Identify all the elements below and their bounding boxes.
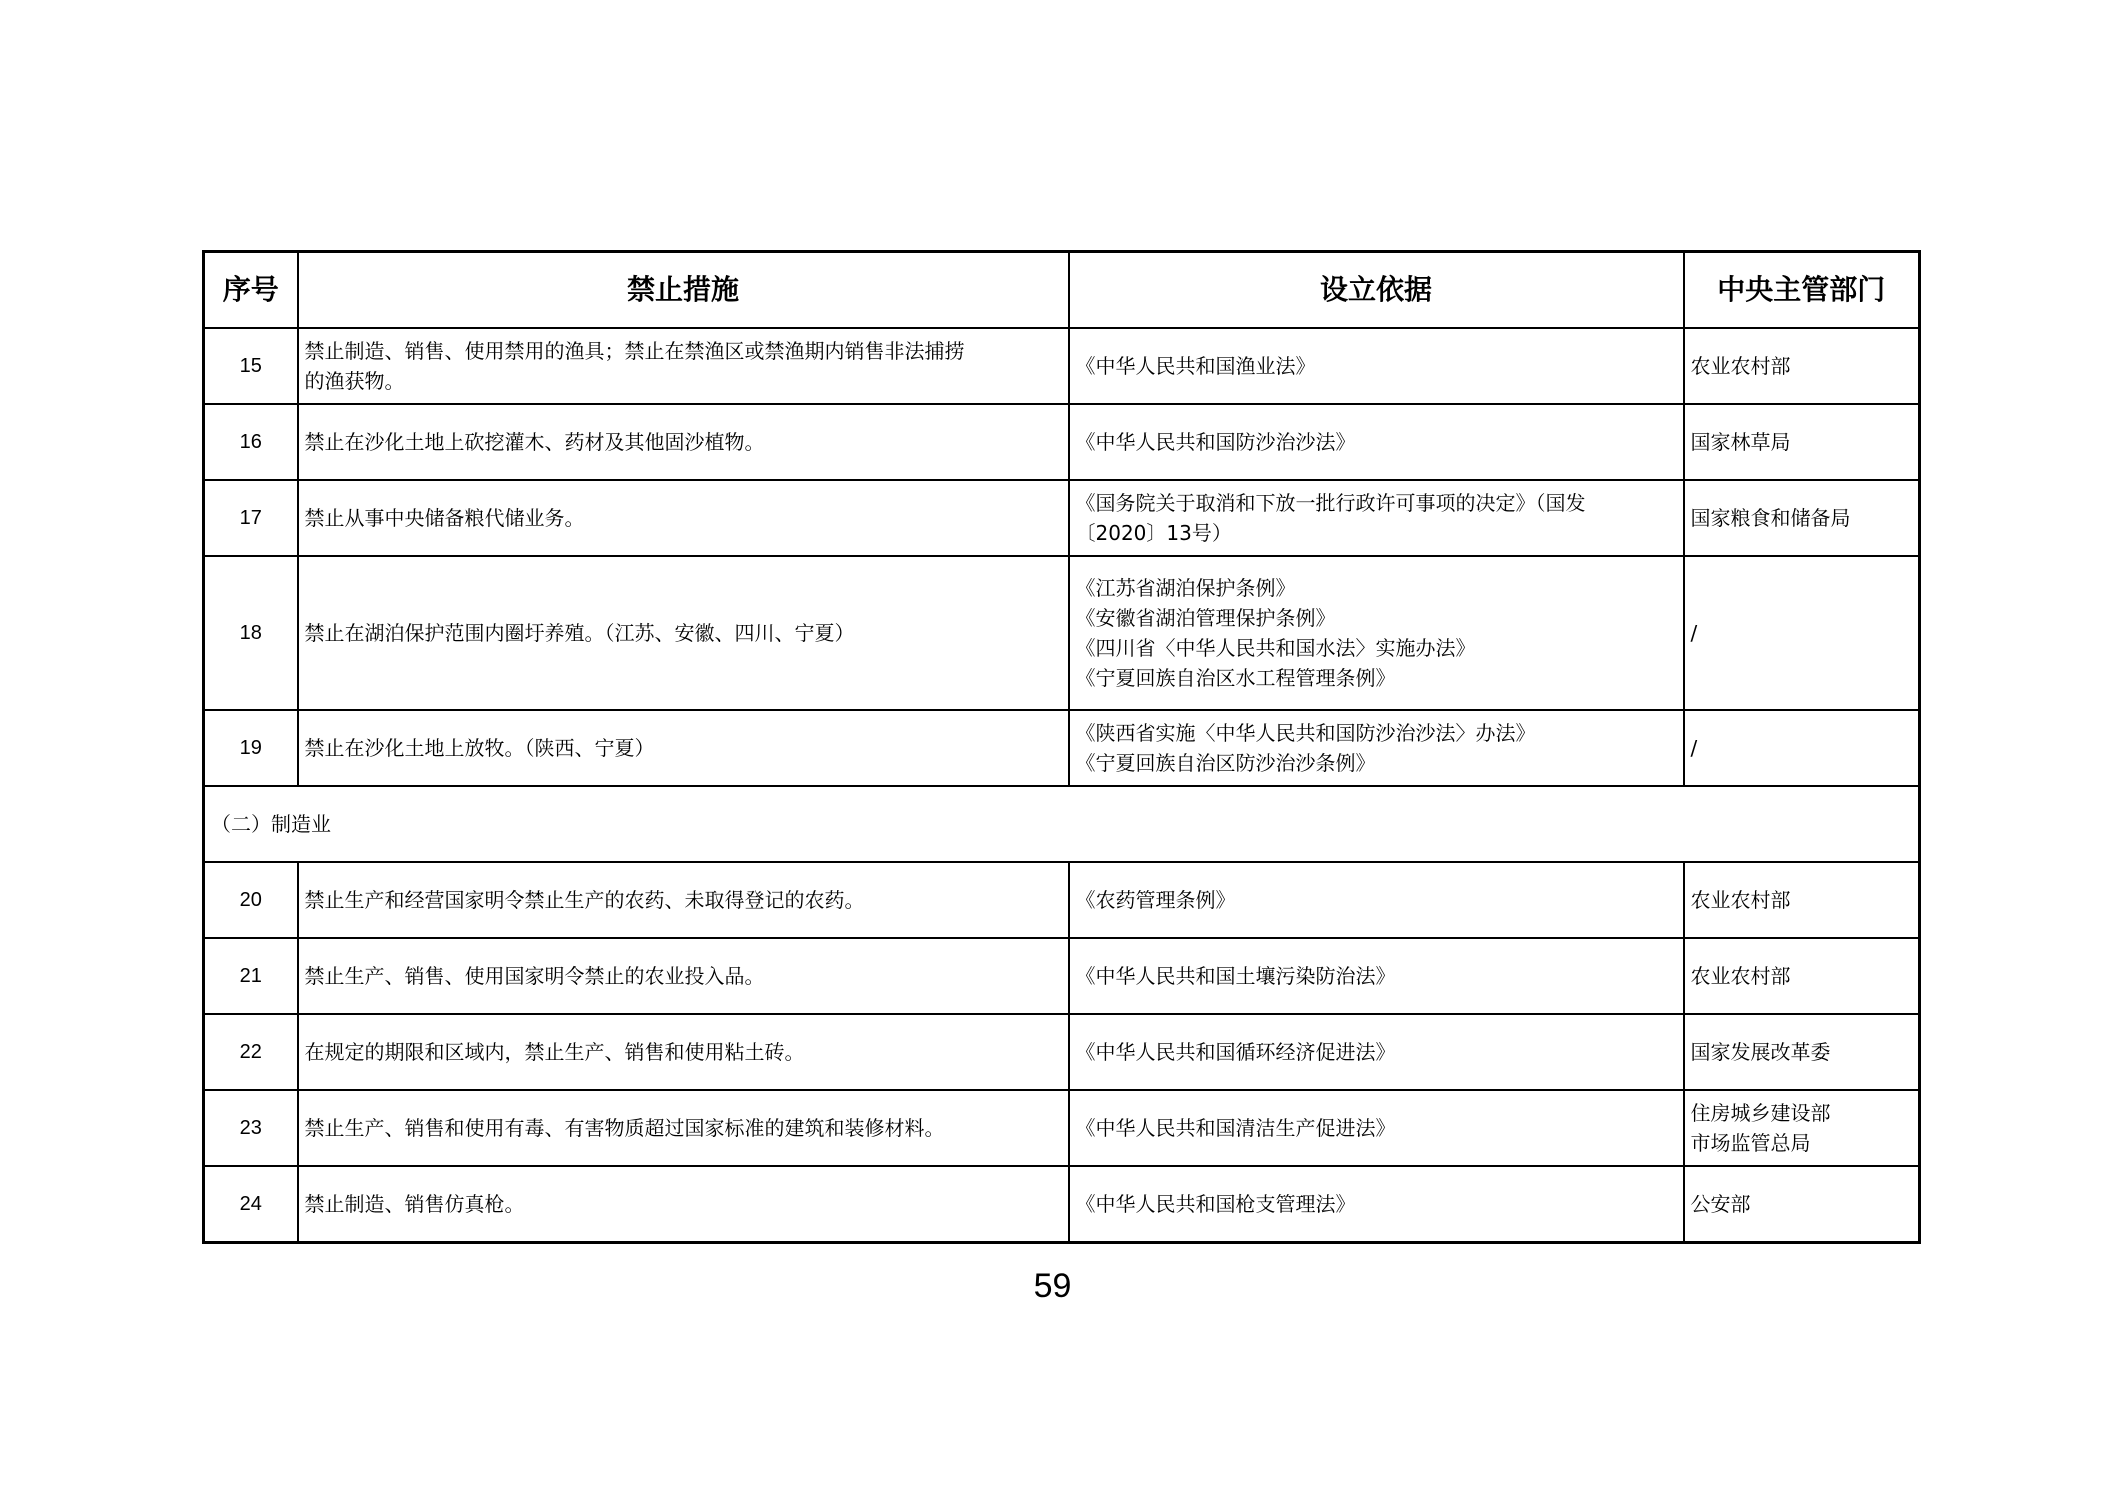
row-dept-line: 农业农村部 (1690, 354, 1791, 378)
row-measure (298, 938, 1069, 1014)
table-body-b (204, 862, 1920, 1243)
table-row (204, 1166, 1920, 1243)
row-measure (298, 328, 1069, 404)
header-measure: 禁止措施 (298, 252, 1069, 329)
row-number: 21 (204, 938, 298, 1014)
row-measure-line: 禁止生产、销售和使用有毒、有害物质超过国家标准的建筑和装修材料。 (304, 1116, 945, 1140)
table-row (204, 1090, 1920, 1166)
row-number: 20 (204, 862, 298, 938)
row-basis (1069, 710, 1684, 786)
row-dept-line: 国家发展改革委 (1690, 1040, 1831, 1064)
row-basis (1069, 328, 1684, 404)
row-basis-line: 《四川省〈中华人民共和国水法〉实施办法》 (1075, 636, 1476, 660)
row-basis-line: 《中华人民共和国渔业法》 (1075, 354, 1316, 378)
row-basis-line: 《中华人民共和国循环经济促进法》 (1075, 1040, 1396, 1064)
table-row (204, 710, 1920, 786)
table-row (204, 556, 1920, 710)
row-dept (1684, 556, 1920, 710)
table-row (204, 938, 1920, 1014)
row-measure-line: 禁止在湖泊保护范围内圈圩养殖。（江苏、安徽、四川、宁夏） (304, 621, 855, 645)
row-dept-line: 公安部 (1690, 1192, 1751, 1216)
row-measure (298, 1166, 1069, 1243)
table-section (204, 786, 1920, 862)
row-number: 18 (204, 556, 298, 710)
row-dept (1684, 710, 1920, 786)
row-measure-line: 禁止生产和经营国家明令禁止生产的农药、未取得登记的农药。 (304, 888, 865, 912)
row-dept (1684, 1166, 1920, 1243)
restriction-table (202, 250, 1921, 1244)
row-basis (1069, 480, 1684, 556)
row-dept-line: 市场监管总局 (1690, 1131, 1811, 1155)
row-measure (298, 480, 1069, 556)
row-dept-line: 农业农村部 (1690, 964, 1791, 988)
row-number: 22 (204, 1014, 298, 1090)
row-number: 24 (204, 1166, 298, 1243)
header-basis: 设立依据 (1069, 252, 1684, 329)
row-dept-line: 国家林草局 (1690, 430, 1791, 454)
section-row (204, 786, 1920, 862)
row-dept (1684, 938, 1920, 1014)
row-dept-line: 住房城乡建设部 (1690, 1101, 1831, 1125)
row-measure-line: 禁止从事中央储备粮代储业务。 (304, 506, 585, 530)
row-basis-line: 《宁夏回族自治区水工程管理条例》 (1075, 666, 1396, 690)
row-dept-line: / (1690, 621, 1698, 645)
row-measure (298, 710, 1069, 786)
table-row (204, 480, 1920, 556)
row-dept (1684, 480, 1920, 556)
row-measure-line: 的渔获物。 (304, 369, 405, 393)
row-basis (1069, 1166, 1684, 1243)
row-basis-line: 《陕西省实施〈中华人民共和国防沙治沙法〉办法》 (1075, 721, 1536, 745)
row-dept (1684, 862, 1920, 938)
section-title: （二）制造业 (204, 786, 1920, 862)
row-basis-line: 《中华人民共和国枪支管理法》 (1075, 1192, 1356, 1216)
row-number: 19 (204, 710, 298, 786)
row-basis-line: 《中华人民共和国防沙治沙法》 (1075, 430, 1356, 454)
row-basis (1069, 862, 1684, 938)
row-basis (1069, 556, 1684, 710)
row-number: 23 (204, 1090, 298, 1166)
row-basis-line: 《国务院关于取消和下放一批行政许可事项的决定》（国发 (1075, 491, 1586, 515)
row-measure (298, 404, 1069, 480)
row-basis-line: 《中华人民共和国清洁生产促进法》 (1075, 1116, 1396, 1140)
row-dept-line: / (1690, 736, 1698, 760)
row-basis-line: 《中华人民共和国土壤污染防治法》 (1075, 964, 1396, 988)
row-measure (298, 1090, 1069, 1166)
table-row (204, 328, 1920, 404)
row-measure (298, 556, 1069, 710)
row-basis (1069, 404, 1684, 480)
table-row (204, 404, 1920, 480)
row-measure (298, 862, 1069, 938)
row-measure-line: 禁止制造、销售仿真枪。 (304, 1192, 525, 1216)
header-no: 序号 (204, 252, 298, 329)
row-measure-line: 在规定的期限和区域内，禁止生产、销售和使用粘土砖。 (304, 1040, 805, 1064)
table-body-a (204, 328, 1920, 786)
table-row (204, 1014, 1920, 1090)
table-row (204, 862, 1920, 938)
row-basis (1069, 938, 1684, 1014)
row-measure-line: 禁止在沙化土地上放牧。（陕西、宁夏） (304, 736, 655, 760)
row-measure-line: 禁止在沙化土地上砍挖灌木、药材及其他固沙植物。 (304, 430, 765, 454)
row-dept-line: 农业农村部 (1690, 888, 1791, 912)
row-basis-line: 《安徽省湖泊管理保护条例》 (1075, 606, 1336, 630)
row-dept-line: 国家粮食和储备局 (1690, 506, 1851, 530)
row-measure-line: 禁止生产、销售、使用国家明令禁止的农业投入品。 (304, 964, 765, 988)
row-basis-line: 《农药管理条例》 (1075, 888, 1236, 912)
row-basis (1069, 1014, 1684, 1090)
table-header-row (204, 252, 1920, 329)
row-number: 15 (204, 328, 298, 404)
row-number: 16 (204, 404, 298, 480)
row-basis-line: 〔2020〕13号） (1075, 521, 1232, 545)
row-number: 17 (204, 480, 298, 556)
row-measure-line: 禁止制造、销售、使用禁用的渔具；禁止在禁渔区或禁渔期内销售非法捕捞 (304, 339, 965, 363)
header-dept: 中央主管部门 (1684, 252, 1920, 329)
row-dept (1684, 404, 1920, 480)
row-basis (1069, 1090, 1684, 1166)
page-number: 59 (1033, 1267, 1072, 1305)
row-dept (1684, 328, 1920, 404)
row-dept (1684, 1090, 1920, 1166)
row-basis-line: 《宁夏回族自治区防沙治沙条例》 (1075, 751, 1376, 775)
row-basis-line: 《江苏省湖泊保护条例》 (1075, 576, 1296, 600)
row-dept (1684, 1014, 1920, 1090)
row-measure (298, 1014, 1069, 1090)
